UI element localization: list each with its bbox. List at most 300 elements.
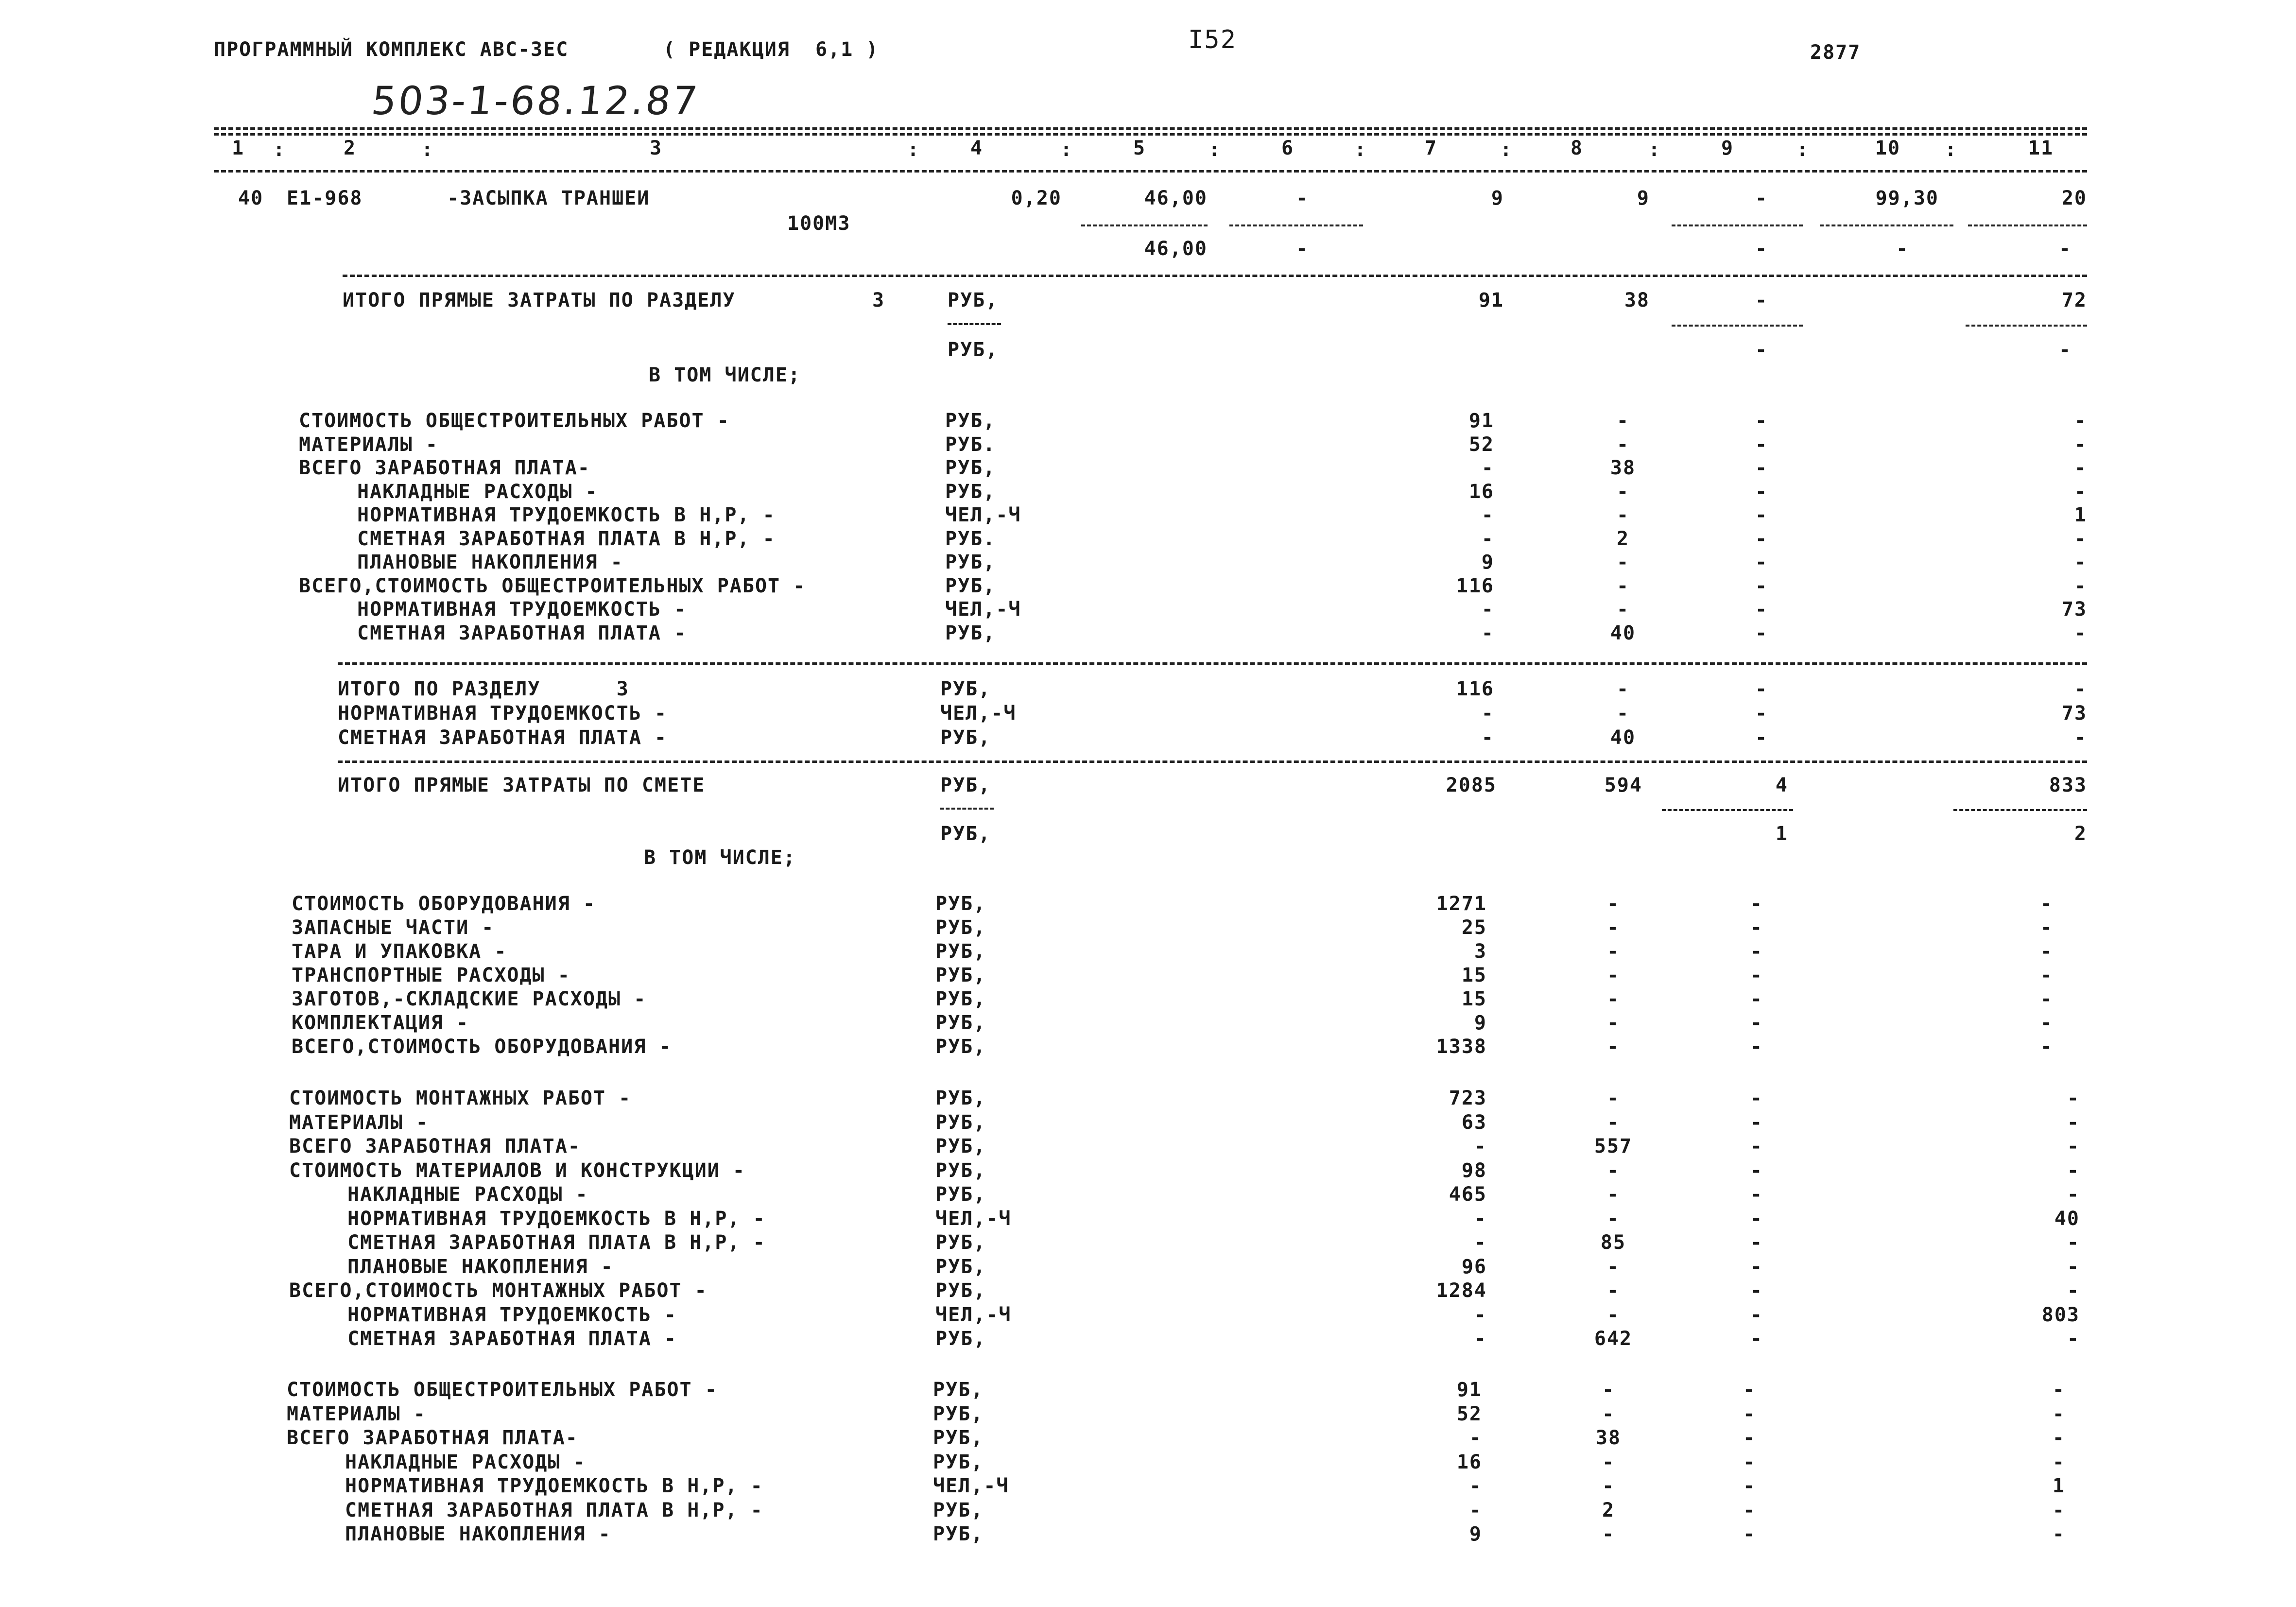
row-col8: - [1616,551,1630,573]
row-col7: - [1474,1328,1487,1350]
in-that-number-heading-2: В ТОМ ЧИСЛЕ; [644,847,796,869]
column-header-5: 5 [1133,137,1146,159]
row-col8: 642 [1594,1328,1633,1350]
row-col7: 25 [1461,916,1487,939]
row-label: НОРМАТИВНАЯ ТРУДОЕМКОСТЬ - [357,598,687,621]
row-col8: - [1606,1036,1620,1058]
column-header-9: 9 [1721,137,1734,159]
row-col11: 1 [2074,504,2087,526]
row-col7: 96 [1461,1255,1487,1278]
row-col9: - [1750,1135,1763,1158]
row-col7: 1338 [1436,1036,1487,1058]
row-col8: 85 [1600,1231,1626,1254]
row-col9: - [1750,1207,1763,1230]
row-unit: РУБ, [933,1523,984,1545]
row-label: ВСЕГО ЗАРАБОТНАЯ ПЛАТА- [299,457,590,479]
row-label: НОРМАТИВНАЯ ТРУДОЕМКОСТЬ В Н,Р, - [345,1475,763,1497]
row-unit: ЧЕЛ,-Ч [935,1303,1012,1326]
row-col8: - [1606,1255,1620,1278]
row-col9: - [1743,1402,1756,1425]
row-col8: 2 [1602,1499,1615,1521]
column-separator: : [273,138,286,161]
row-unit: РУБ, [945,574,996,597]
row-label: МАТЕРИАЛЫ - [287,1402,426,1425]
row-col11: 73 [2061,702,2087,725]
row-col8: - [1606,988,1620,1010]
item-rule-col10 [1820,225,1953,226]
row-col9: - [1743,1379,1756,1401]
estimate-total-col9-rule [1662,809,1793,811]
column-header-10: 10 [1875,137,1901,159]
row-label: СМЕТНАЯ ЗАРАБОТНАЯ ПЛАТА В Н,Р, - [357,527,776,550]
row-label: НАКЛАДНЫЕ РАСХОДЫ - [345,1451,586,1473]
row-col11: - [2040,988,2053,1010]
row-col7: 63 [1461,1111,1487,1134]
row-label: ВСЕГО,СТОИМОСТЬ МОНТАЖНЫХ РАБОТ - [289,1279,708,1302]
row-col11: - [2067,1328,2080,1350]
row-unit: ЧЕЛ,-Ч [940,702,1017,725]
row-col9: - [1755,702,1768,725]
row-unit: РУБ, [935,940,986,963]
row-label: ПЛАНОВЫЕ НАКОПЛЕНИЯ - [345,1523,611,1545]
row-label: ВСЕГО ЗАРАБОТНАЯ ПЛАТА- [287,1427,578,1449]
section-total-col11: 72 [2061,289,2087,311]
row-col8: 2 [1616,527,1630,550]
row-col11: - [2052,1523,2065,1545]
row-unit: ЧЕЛ,-Ч [935,1207,1012,1230]
row-col11: 40 [2054,1207,2080,1230]
row-col9: - [1743,1427,1756,1449]
row-col9: - [1755,480,1768,503]
row-col8: - [1606,1159,1620,1182]
section-total-col11-rule [1966,325,2087,327]
row-label: ЗАПАСНЫЕ ЧАСТИ - [292,916,495,939]
item-qty: 0,20 [1011,187,1062,209]
row-col7: - [1481,457,1494,479]
row-col7: 52 [1456,1402,1482,1425]
row-unit: РУБ, [935,916,986,939]
row-col8: - [1606,964,1620,986]
section-total-col9-2: - [1755,339,1768,361]
row-col7: - [1481,702,1494,725]
row-col11: - [2040,916,2053,939]
row-label: ТАРА И УПАКОВКА - [292,940,507,963]
row-label: ТРАНСПОРТНЫЕ РАСХОДЫ - [292,964,570,986]
column-separator: : [1648,138,1661,161]
row-unit: ЧЕЛ,-Ч [945,598,1021,621]
row-col9: - [1755,433,1768,456]
row-col7: - [1481,726,1494,749]
row-col9: - [1750,1087,1763,1109]
item-rule-col11 [1968,225,2087,226]
row-col11: - [2067,1087,2080,1109]
item-rule-col9 [1672,225,1803,226]
row-unit: РУБ, [935,1159,986,1182]
column-header-rule [214,170,2087,173]
row-unit: РУБ, [945,551,996,573]
row-col7: 1284 [1436,1279,1487,1302]
item-col8: 9 [1637,187,1650,209]
row-col11: - [2040,940,2053,963]
row-col8: 40 [1610,622,1636,644]
row-col8: - [1616,433,1630,456]
row-col8: - [1606,1087,1620,1109]
row-col9: - [1743,1499,1756,1521]
item-price: 46,00 [1144,187,1208,209]
row-label: МАТЕРИАЛЫ - [299,433,438,456]
estimate-total-unit-rule [940,808,994,810]
row-label: КОМПЛЕКТАЦИЯ - [292,1012,469,1034]
row-unit: РУБ, [935,964,986,986]
row-unit: РУБ, [945,410,996,432]
row-unit: РУБ, [933,1402,984,1425]
section-total-section: 3 [872,289,885,311]
row-col9: - [1750,964,1763,986]
row-label: НАКЛАДНЫЕ РАСХОДЫ - [357,480,598,503]
row-col9: - [1743,1475,1756,1497]
column-separator: : [1208,138,1222,161]
table-top-rule [214,127,2087,130]
row-label: СТОИМОСТЬ ОБЩЕСТРОИТЕЛЬНЫХ РАБОТ - [299,410,730,432]
section-total-unit: РУБ, [948,289,999,311]
item-code: Е1-968 [287,187,363,209]
row-col11: - [2067,1159,2080,1182]
row-col11: - [2067,1255,2080,1278]
row-col8: 40 [1610,726,1636,749]
row-col7: - [1481,622,1494,644]
row-col11: - [2074,480,2087,503]
item-col9: - [1755,187,1768,209]
estimate-total-col7: 2085 [1446,774,1497,796]
row-col7: - [1481,598,1494,621]
row-unit: РУБ, [935,1036,986,1058]
row-col8: 557 [1594,1135,1633,1158]
item-col7: 9 [1491,187,1504,209]
row-col7: 9 [1474,1012,1487,1034]
row-col7: 91 [1468,410,1494,432]
row-label: СМЕТНАЯ ЗАРАБОТНАЯ ПЛАТА В Н,Р, - [347,1231,766,1254]
row-col7: 465 [1449,1183,1487,1206]
section-total-unit-rule [948,323,1001,325]
row-col8: - [1616,598,1630,621]
estimate-total-unit: РУБ, [940,774,991,796]
row-unit: РУБ, [945,480,996,503]
row-label: ИТОГО ПО РАЗДЕЛУ 3 [338,678,629,700]
row-unit: ЧЕЛ,-Ч [933,1475,1009,1497]
row-col7: - [1469,1499,1482,1521]
row-unit: РУБ, [933,1451,984,1473]
row-col11: - [2067,1231,2080,1254]
row-col9: - [1743,1451,1756,1473]
row-unit: РУБ. [945,527,996,550]
row-unit: РУБ, [935,893,986,915]
row-col9: - [1750,916,1763,939]
column-header-2: 2 [343,137,357,159]
row-col11: - [2052,1402,2065,1425]
row-label: СМЕТНАЯ ЗАРАБОТНАЯ ПЛАТА - [338,726,668,749]
column-separator: : [1500,138,1513,161]
row-col7: 9 [1481,551,1494,573]
row-unit: РУБ, [935,1111,986,1134]
row-col8: - [1616,678,1630,700]
row-label: СМЕТНАЯ ЗАРАБОТНАЯ ПЛАТА В Н,Р, - [345,1499,763,1521]
row-col7: - [1481,504,1494,526]
estimate-total-col8: 594 [1604,774,1642,796]
row-col11: - [2052,1427,2065,1449]
item-rule-col5 [1081,225,1208,226]
row-col7: - [1469,1427,1482,1449]
row-col9: - [1755,726,1768,749]
column-separator: : [907,138,920,161]
row-col8: - [1616,504,1630,526]
row-label: СТОИМОСТЬ МОНТАЖНЫХ РАБОТ - [289,1087,632,1109]
row-col11: - [2040,1036,2053,1058]
item-number: 40 [238,187,264,209]
row-unit: РУБ, [935,988,986,1010]
row-label: НОРМАТИВНАЯ ТРУДОЕМКОСТЬ - [347,1303,677,1326]
row-col11: - [2040,964,2053,986]
row-unit: РУБ, [935,1087,986,1109]
row-unit: РУБ, [933,1379,984,1401]
row-col9: - [1750,1328,1763,1350]
row-col11: 73 [2061,598,2087,621]
row-col11: - [2052,1451,2065,1473]
row-col7: 116 [1456,574,1494,597]
row-label: ПЛАНОВЫЕ НАКОПЛЕНИЯ - [357,551,623,573]
row-col9: - [1743,1523,1756,1545]
row-col9: - [1750,1255,1763,1278]
row-col7: - [1469,1475,1482,1497]
row-label: ВСЕГО,СТОИМОСТЬ ОБОРУДОВАНИЯ - [292,1036,672,1058]
row-col9: - [1750,1303,1763,1326]
row-label: НОРМАТИВНАЯ ТРУДОЕМКОСТЬ В Н,Р, - [357,504,776,526]
row-col9: - [1750,1231,1763,1254]
section-total-col9: - [1755,289,1768,311]
section-total-col8: 38 [1624,289,1650,311]
row-col7: - [1474,1231,1487,1254]
row-label: НОРМАТИВНАЯ ТРУДОЕМКОСТЬ В Н,Р, - [347,1207,766,1230]
row-unit: РУБ, [935,1255,986,1278]
column-header-3: 3 [649,137,663,159]
row-col7: 1271 [1436,893,1487,915]
row-col7: 3 [1474,940,1487,963]
row-col11: - [2067,1279,2080,1302]
column-header-4: 4 [970,137,984,159]
row-col9: - [1755,504,1768,526]
row-col7: - [1481,527,1494,550]
edition-label: ( РЕДАКЦИЯ 6,1 ) [663,38,879,61]
row-label: СТОИМОСТЬ ОБОРУДОВАНИЯ - [292,893,596,915]
row-unit: РУБ, [935,1231,986,1254]
row-label: СТОИМОСТЬ ОБЩЕСТРОИТЕЛЬНЫХ РАБОТ - [287,1379,718,1401]
row-col8: - [1606,940,1620,963]
row-label: НАКЛАДНЫЕ РАСХОДЫ - [347,1183,588,1206]
row-col8: - [1606,1111,1620,1134]
column-separator: : [1944,138,1958,161]
row-unit: РУБ, [933,1427,984,1449]
column-header-8: 8 [1570,137,1584,159]
row-col9: - [1755,527,1768,550]
row-col7: 15 [1461,988,1487,1010]
row-col9: - [1755,457,1768,479]
row-col9: - [1750,893,1763,915]
row-col9: - [1750,940,1763,963]
row-label: ВСЕГО ЗАРАБОТНАЯ ПЛАТА- [289,1135,581,1158]
row-unit: РУБ, [945,622,996,644]
row-col9: - [1755,598,1768,621]
section-total-rule [343,275,2087,277]
section-total-col11-2: - [2058,339,2072,361]
row-col8: - [1606,1183,1620,1206]
row-col8: - [1616,574,1630,597]
estimate-total-col11-rule [1953,809,2087,811]
estimate-total-rule [338,760,2087,763]
row-col7: 116 [1456,678,1494,700]
item-col11-sub: - [2058,238,2072,260]
row-col7: 98 [1461,1159,1487,1182]
section-total-col9-rule [1672,325,1803,327]
row-col9: - [1750,1279,1763,1302]
row-unit: РУБ. [945,433,996,456]
row-col9: - [1755,678,1768,700]
row-col9: - [1750,1159,1763,1182]
estimate-total-col9-2: 1 [1775,823,1788,845]
row-col7: 723 [1449,1087,1487,1109]
row-label: СМЕТНАЯ ЗАРАБОТНАЯ ПЛАТА - [357,622,687,644]
row-unit: РУБ, [935,1279,986,1302]
estimate-total-col11: 833 [2049,774,2087,796]
row-col9: - [1750,1036,1763,1058]
row-col11: 803 [2041,1303,2080,1326]
row-col11: - [2052,1379,2065,1401]
item-name: -ЗАСЫПКА ТРАНШЕИ [447,187,650,209]
item-rule-col6 [1229,225,1363,226]
row-col9: - [1755,551,1768,573]
row-col8: 38 [1610,457,1636,479]
row-unit: РУБ, [933,1499,984,1521]
row-col8: - [1606,1279,1620,1302]
doc-number: 2877 [1810,41,1861,64]
row-col11: - [2074,726,2087,749]
row-col11: - [2074,527,2087,550]
row-col7: 9 [1469,1523,1482,1545]
page-number: I52 [1188,25,1237,54]
item-col9-sub: - [1755,238,1768,260]
row-col7: - [1474,1135,1487,1158]
row-label: МАТЕРИАЛЫ - [289,1111,429,1134]
row-col11: - [2074,410,2087,432]
item-col10-sub: - [1896,238,1909,260]
row-col8: - [1602,1402,1615,1425]
row-col9: - [1755,574,1768,597]
item-col6-sub: - [1295,238,1309,260]
row-col7: 16 [1468,480,1494,503]
column-header-7: 7 [1424,137,1438,159]
handwritten-code: 503-1-68.12.87 [369,78,702,123]
row-col9: - [1750,988,1763,1010]
item-col11: 20 [2061,187,2087,209]
row-unit: РУБ, [935,1328,986,1350]
row-col8: - [1606,1012,1620,1034]
column-separator: : [1060,138,1073,161]
row-col8: - [1616,410,1630,432]
row-col8: 38 [1595,1427,1622,1449]
in-that-number-heading: В ТОМ ЧИСЛЕ; [649,364,801,386]
row-label: ВСЕГО,СТОИМОСТЬ ОБЩЕСТРОИТЕЛЬНЫХ РАБОТ - [299,574,806,597]
estimate-total-unit-2: РУБ, [940,823,991,845]
column-separator: : [421,138,434,161]
item-price-sub: 46,00 [1144,238,1208,260]
row-col9: - [1755,622,1768,644]
row-col11: - [2040,893,2053,915]
row-col8: - [1602,1523,1615,1545]
row-col9: - [1755,410,1768,432]
row-col11: - [2067,1183,2080,1206]
section-total-col7: 91 [1478,289,1504,311]
section-total-label: ИТОГО ПРЯМЫЕ ЗАТРАТЫ ПО РАЗДЕЛУ [343,289,736,311]
row-label: ПЛАНОВЫЕ НАКОПЛЕНИЯ - [347,1255,614,1278]
row-label: СТОИМОСТЬ МАТЕРИАЛОВ И КОНСТРУКЦИИ - [289,1159,745,1182]
row-col11: 1 [2052,1475,2065,1497]
column-separator: : [1354,138,1367,161]
row-col11: - [2074,457,2087,479]
estimate-total-col9: 4 [1775,774,1788,796]
row-col11: - [2052,1499,2065,1521]
row-col8: - [1602,1379,1615,1401]
row-col9: - [1750,1111,1763,1134]
section-end-rule [338,662,2087,665]
row-unit: ЧЕЛ,-Ч [945,504,1021,526]
row-col8: - [1616,702,1630,725]
item-col6: - [1295,187,1309,209]
row-col11: - [2074,678,2087,700]
row-label: НОРМАТИВНАЯ ТРУДОЕМКОСТЬ - [338,702,668,725]
row-col11: - [2074,622,2087,644]
row-col11: - [2040,1012,2053,1034]
row-col7: 52 [1468,433,1494,456]
column-separator: : [1796,138,1810,161]
row-col7: - [1474,1303,1487,1326]
row-col11: - [2074,574,2087,597]
column-header-11: 11 [2028,137,2054,159]
row-col7: - [1474,1207,1487,1230]
row-col7: 15 [1461,964,1487,986]
row-unit: РУБ, [940,678,991,700]
row-unit: РУБ, [935,1135,986,1158]
row-unit: РУБ, [935,1183,986,1206]
row-col11: - [2067,1135,2080,1158]
row-col8: - [1606,1303,1620,1326]
row-col7: 16 [1456,1451,1482,1473]
estimate-total-col11-2: 2 [2074,823,2087,845]
row-col8: - [1602,1451,1615,1473]
row-col8: - [1606,893,1620,915]
row-col8: - [1602,1475,1615,1497]
section-total-unit-2: РУБ, [948,339,999,361]
row-col11: - [2074,551,2087,573]
row-col11: - [2074,433,2087,456]
row-label: СМЕТНАЯ ЗАРАБОТНАЯ ПЛАТА - [347,1328,677,1350]
row-unit: РУБ, [940,726,991,749]
row-col8: - [1616,480,1630,503]
table-top-rule-2 [214,133,2087,136]
row-col9: - [1750,1012,1763,1034]
row-col8: - [1606,916,1620,939]
row-unit: РУБ, [945,457,996,479]
item-col10: 99,30 [1875,187,1939,209]
estimate-total-label: ИТОГО ПРЯМЫЕ ЗАТРАТЫ ПО СМЕТЕ [338,774,706,796]
row-label: ЗАГОТОВ,-СКЛАДСКИЕ РАСХОДЫ - [292,988,647,1010]
